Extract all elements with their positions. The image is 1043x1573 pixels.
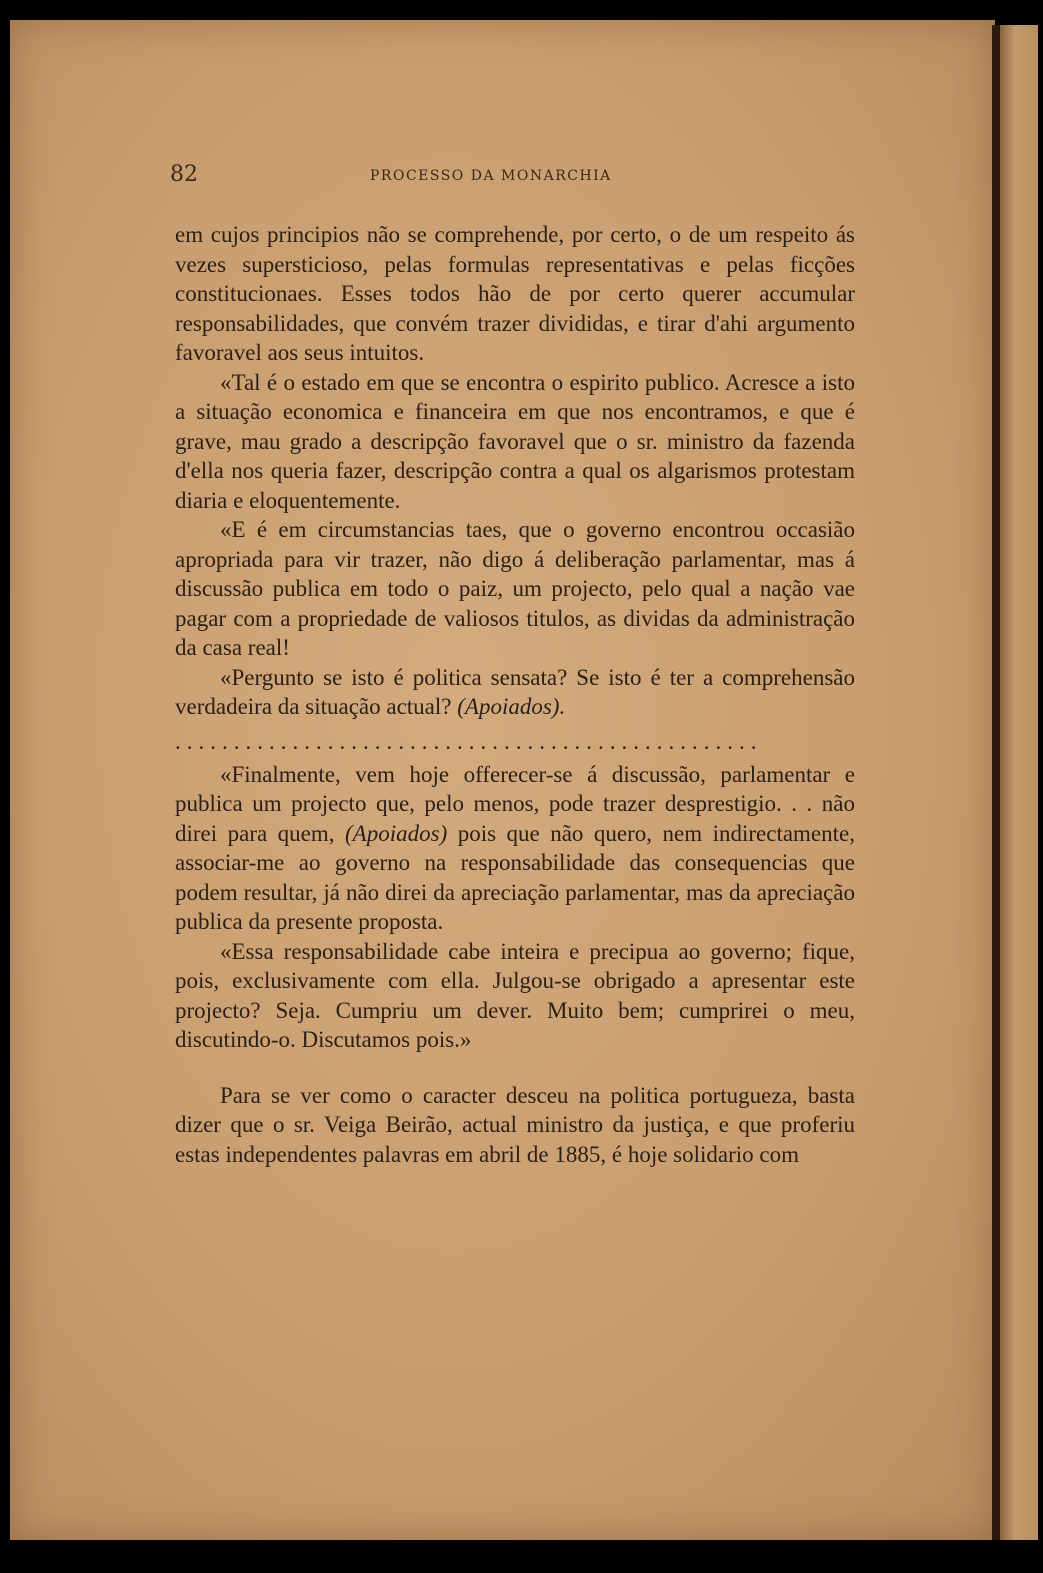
paragraph-5: [175, 760, 855, 937]
paragraph-5-italic: (Apoiados): [345, 820, 448, 846]
paragraph-2: «Tal é o estado em que se encontra o espirito publico. Acresce a isto a situação economica e financeira em que nos encontramos, e que é grave, mau grado a descripção favoravel que o sr. ministro da fazenda d'ella nos queria fazer, descripção contra a qual os algarismos protestam diaria e eloquentemente.: [175, 369, 855, 513]
page-number: 82: [170, 162, 198, 187]
paragraph-1: em cujos principios não se comprehende, por certo, o de um respeito ás vezes supersticioso, pelas formulas representativas e pelas ficções constitucionaes. Esses todos hão de por certo querer accumular responsabilidades, que convém trazer divididas, e tirar d'ahi argumento favoravel aos seus intuitos.: [175, 222, 855, 365]
paragraph-5-part2: pois que não quero, nem indirectamente, associar-me ao governo na responsabilidade das consequencias que podem resultar, já não direi da apreciação parlamentar, mas da apreciação publica da presente proposta.: [175, 820, 855, 934]
paragraph-7: Para se ver como o caracter desceu na politica portugueza, basta dizer que o sr. Veiga Beirão, actual ministro da justiça, e que proferiu estas independentes palavras em abril de 1885, é hoje solidario com: [175, 1082, 855, 1167]
page-spine: [992, 25, 1000, 1540]
running-title: PROCESSO DA MONARCHIA: [370, 168, 612, 184]
paragraph-4: [175, 663, 855, 722]
paragraph-3: «E é em circumstancias taes, que o governo encontrou occasião apropriada para vir trazer, não digo á deliberação parlamentar, mas á discussão publica em todo o paiz, um projecto, pelo qual a nação vae pagar com a propriedade de valiosos titulos, as dividas da administração da casa real!: [175, 517, 855, 660]
adjacent-page-edge: [1000, 25, 1038, 1540]
paragraph-5-part1: «Finalmente, vem hoje offerecer-se á discussão, parlamentar e publica um projecto que, pelo menos, pode trazer desprestigio. . . não direi para quem,: [175, 761, 855, 846]
paragraph-6: «Essa responsabilidade cabe inteira e precipua ao governo; fique, pois, exclusivamente com ella. Julgou-se obrigado a apresentar este projecto? Seja. Cumpriu um dever. Muito bem; cumprirei o meu, discutindo-o. Discutamos pois.»: [175, 938, 855, 1052]
paragraph-4-text: «Pergunto se isto é politica sensata? Se isto é ter a comprehensão verdadeira da situação actual?: [175, 664, 855, 719]
ellipsis-separator: ..................................................: [175, 729, 763, 754]
page-header: [170, 162, 850, 192]
paragraph-4-italic: (Apoiados).: [457, 694, 566, 719]
paragraph-gap: [175, 1055, 855, 1081]
page-body: [175, 220, 855, 1169]
